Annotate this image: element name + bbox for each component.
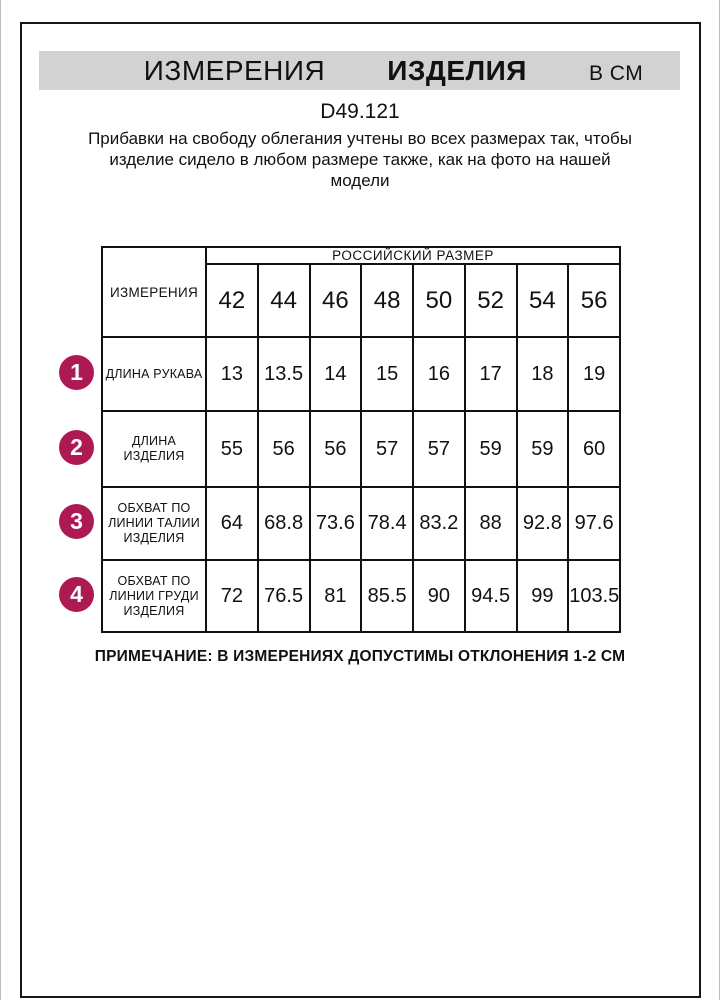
measurement-label bbox=[102, 487, 206, 560]
measurement-value-cell: 16 bbox=[413, 337, 465, 411]
measurement-value-cell: 57 bbox=[361, 411, 413, 487]
measurement-value-cell: 57 bbox=[413, 411, 465, 487]
intro-paragraph bbox=[0, 128, 720, 191]
measurement-value-cell: 13.5 bbox=[258, 337, 310, 411]
measurement-value-cell: 73.6 bbox=[310, 487, 362, 560]
measurement-value-cell: 15 bbox=[361, 337, 413, 411]
title-measurements: ИЗМЕРЕНИЯ bbox=[143, 55, 326, 86]
measurement-value-cell: 90 bbox=[413, 560, 465, 632]
table-row bbox=[102, 411, 620, 487]
row-number-badge: 1 bbox=[59, 355, 94, 390]
measurement-value-cell: 13 bbox=[206, 337, 258, 411]
measurement-value-cell: 55 bbox=[206, 411, 258, 487]
note-text: ПРИМЕЧАНИЕ: В ИЗМЕРЕНИЯХ ДОПУСТИМЫ ОТКЛОНЕНИЯ 1-2 СМ bbox=[94, 648, 626, 665]
measurement-value-cell: 103.5 bbox=[568, 560, 620, 632]
measurement-label bbox=[102, 560, 206, 632]
header-bar bbox=[39, 51, 680, 90]
size-column-header: 56 bbox=[568, 264, 620, 337]
intro-line-3: модели bbox=[330, 171, 390, 190]
measurement-label-line: ОБХВАТ ПО bbox=[117, 501, 191, 515]
measurement-value-cell: 17 bbox=[465, 337, 517, 411]
measurement-value-cell: 99 bbox=[517, 560, 569, 632]
measurement-value-cell: 88 bbox=[465, 487, 517, 560]
measurement-value-cell: 18 bbox=[517, 337, 569, 411]
table-row bbox=[102, 487, 620, 560]
size-table bbox=[101, 246, 621, 633]
size-column-header: 50 bbox=[413, 264, 465, 337]
measurement-label-line: ЛИНИИ ТАЛИИ bbox=[108, 516, 200, 530]
article-code: D49.121 bbox=[320, 100, 400, 123]
title-units: В СМ bbox=[588, 62, 644, 85]
measurement-value-cell: 59 bbox=[517, 411, 569, 487]
size-column-header: 52 bbox=[465, 264, 517, 337]
size-column-header: 42 bbox=[206, 264, 258, 337]
measurement-label-line: ДЛИНА bbox=[131, 434, 177, 448]
group-header-row bbox=[102, 247, 620, 264]
table-row bbox=[102, 560, 620, 632]
measurement-label bbox=[102, 411, 206, 487]
measurement-value-cell: 92.8 bbox=[517, 487, 569, 560]
size-column-header: 48 bbox=[361, 264, 413, 337]
measurement-label-line: ОБХВАТ ПО bbox=[117, 573, 191, 588]
measurement-value-cell: 68.8 bbox=[258, 487, 310, 560]
table-row bbox=[102, 337, 620, 411]
measurement-value-cell: 56 bbox=[258, 411, 310, 487]
intro-line-2: изделие сидело в любом размере также, как на фото на нашей bbox=[109, 150, 611, 169]
measurement-value-cell: 14 bbox=[310, 337, 362, 411]
size-column-header: 46 bbox=[310, 264, 362, 337]
measurement-value-cell: 64 bbox=[206, 487, 258, 560]
measurement-label-line: ИЗДЕЛИЯ bbox=[123, 449, 185, 463]
measurement-value-cell: 56 bbox=[310, 411, 362, 487]
measurement-value-cell: 94.5 bbox=[465, 560, 517, 632]
row-number-badge: 3 bbox=[59, 504, 94, 539]
measurement-label-line: ЛИНИИ ГРУДИ bbox=[109, 588, 199, 603]
intro-line-1: Прибавки на свободу облегания учтены во всех размерах так, чтобы bbox=[88, 129, 632, 148]
size-column-header: 44 bbox=[258, 264, 310, 337]
measurement-value-cell: 72 bbox=[206, 560, 258, 632]
measurement-value-cell: 78.4 bbox=[361, 487, 413, 560]
measurement-label-line: ИЗДЕЛИЯ bbox=[123, 531, 185, 545]
row-number-badge: 2 bbox=[59, 430, 94, 465]
row-number-badge: 4 bbox=[59, 577, 94, 612]
measurement-value-cell: 76.5 bbox=[258, 560, 310, 632]
measurement-value-cell: 60 bbox=[568, 411, 620, 487]
measurement-label-line: ИЗДЕЛИЯ bbox=[123, 603, 185, 618]
measurement-value-cell: 83.2 bbox=[413, 487, 465, 560]
russian-size-header: РОССИЙСКИЙ РАЗМЕР bbox=[206, 247, 620, 264]
measurement-label-line: ДЛИНА РУКАВА bbox=[105, 366, 203, 381]
measurement-value-cell: 19 bbox=[568, 337, 620, 411]
measurements-column-header: ИЗМЕРЕНИЯ bbox=[102, 247, 206, 337]
measurement-label bbox=[102, 337, 206, 411]
measurement-value-cell: 97.6 bbox=[568, 487, 620, 560]
size-column-header: 54 bbox=[517, 264, 569, 337]
measurement-value-cell: 85.5 bbox=[361, 560, 413, 632]
title-product: ИЗДЕЛИЯ bbox=[387, 55, 527, 86]
measurement-value-cell: 81 bbox=[310, 560, 362, 632]
measurement-value-cell: 59 bbox=[465, 411, 517, 487]
